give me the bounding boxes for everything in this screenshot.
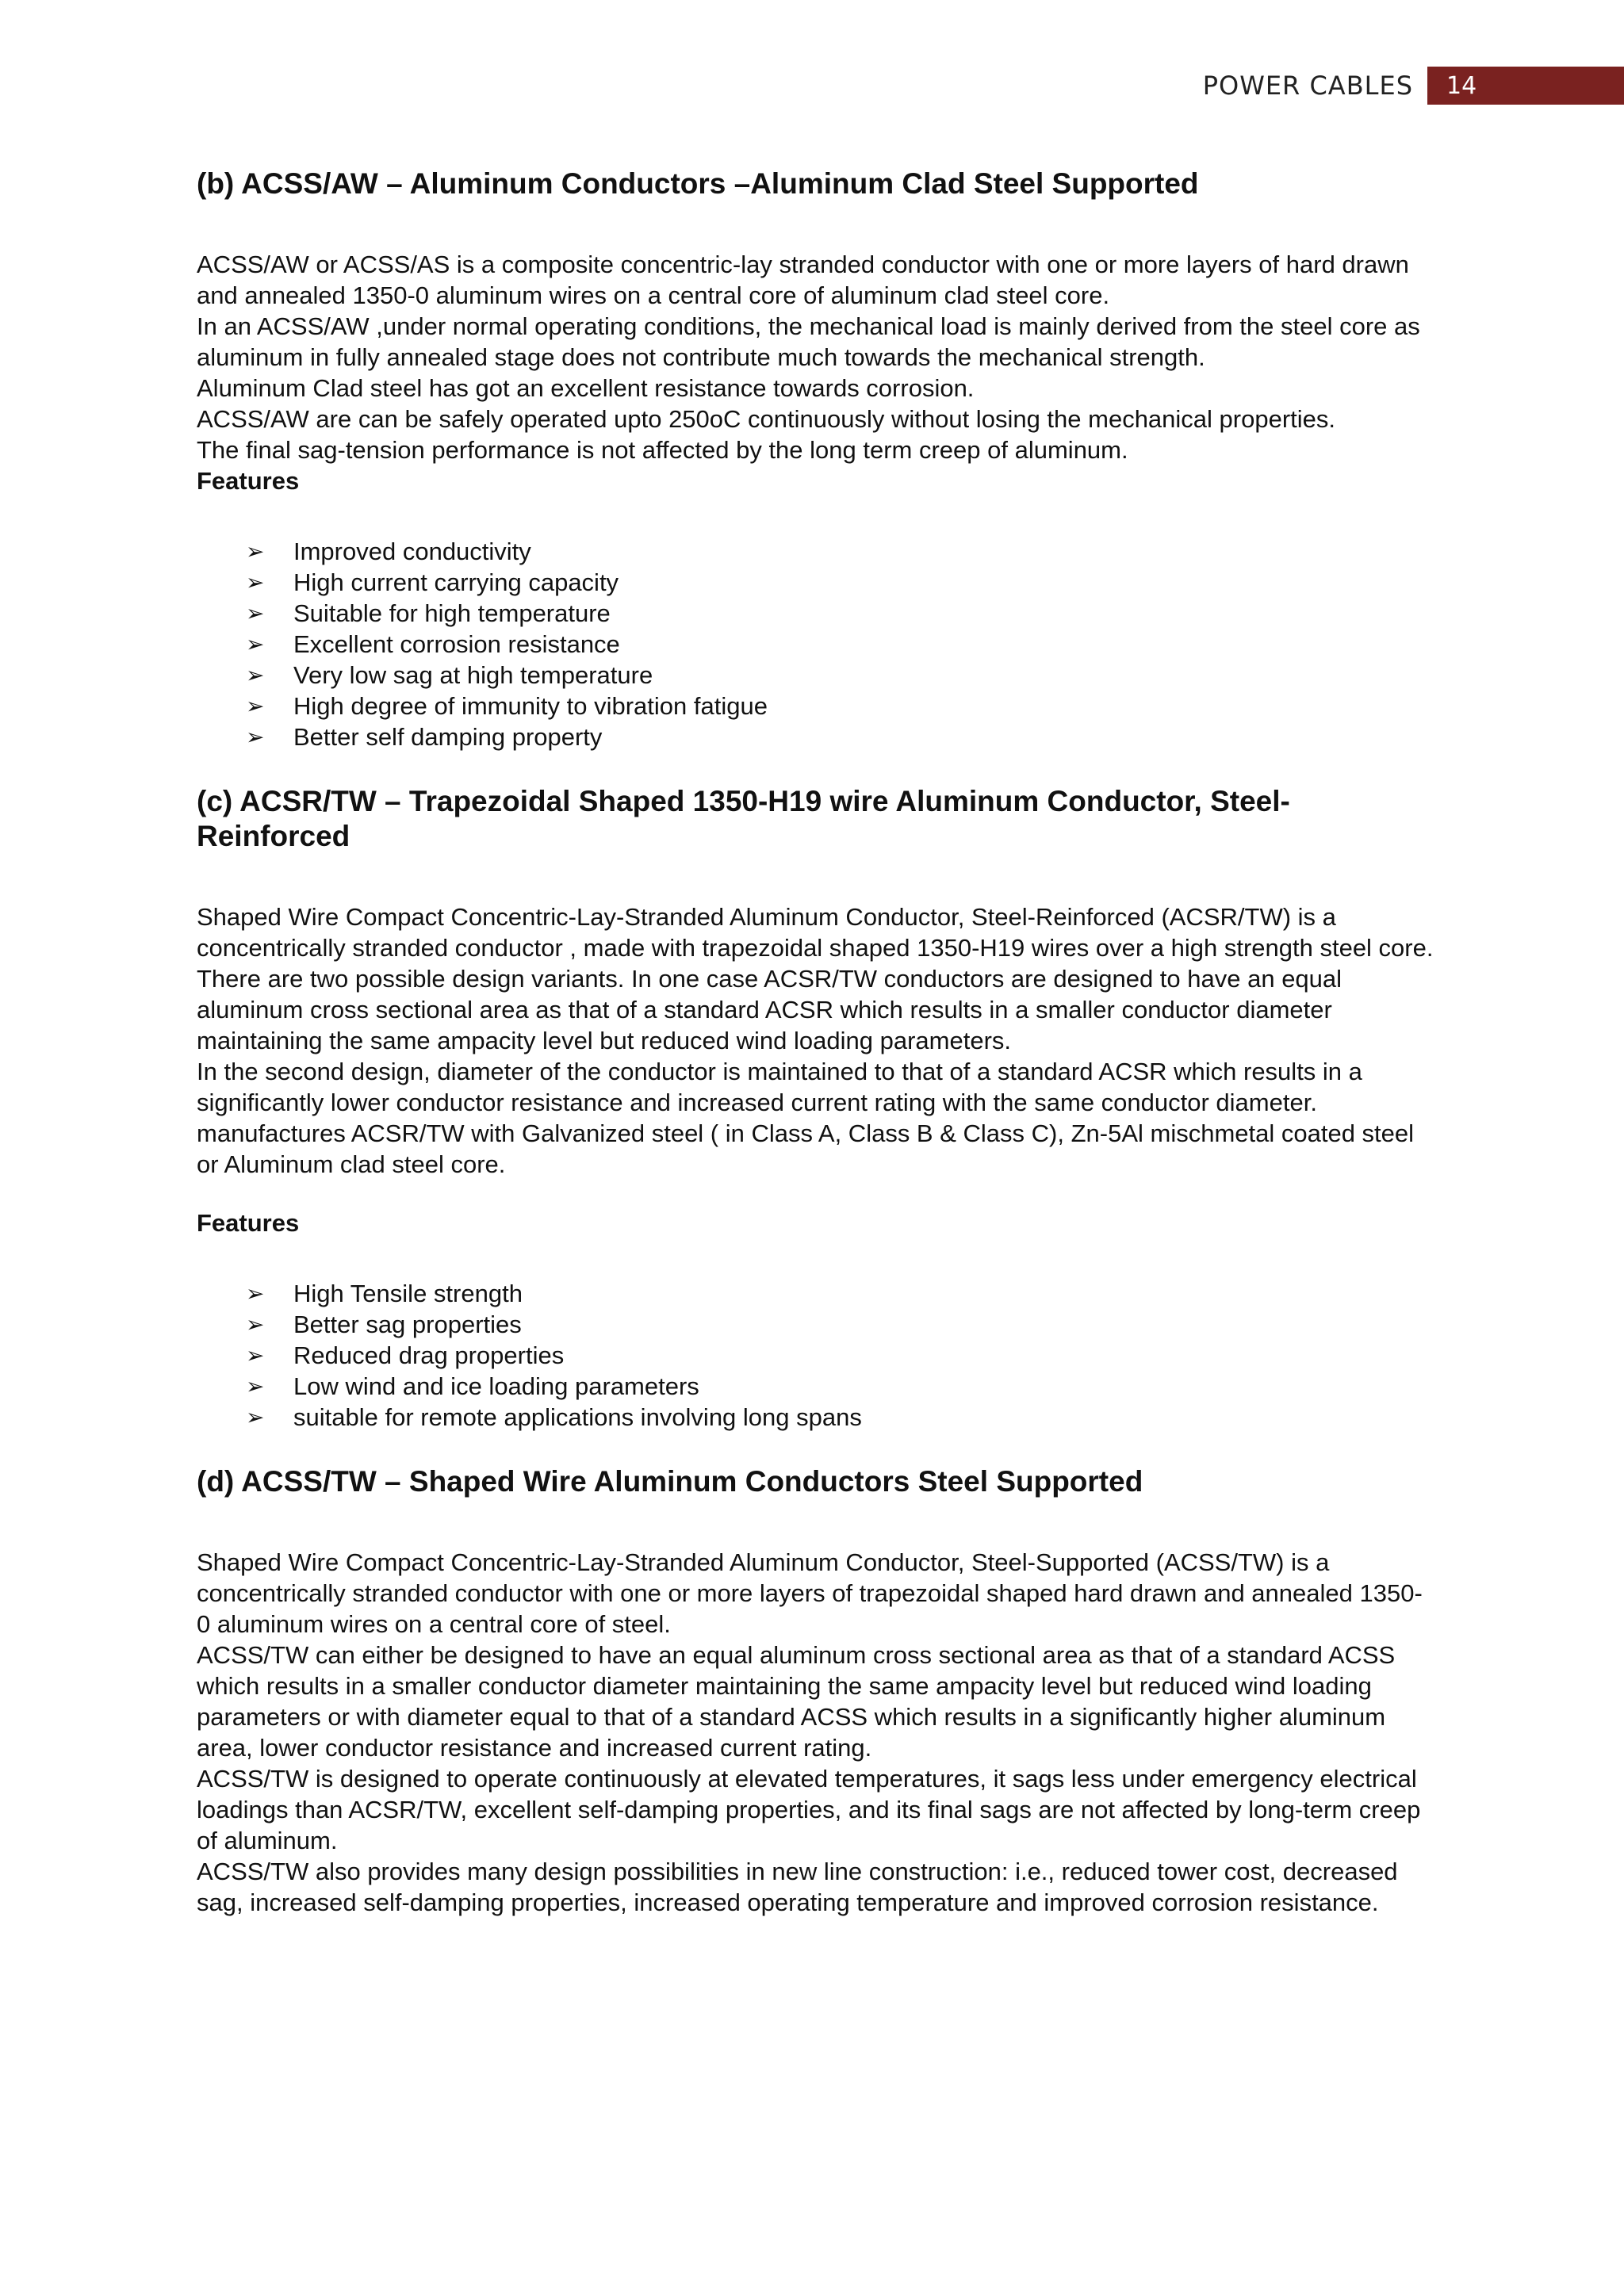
section-b-paragraph: In an ACSS/AW ,under normal operating conditions, the mechanical load is mainly derived from the steel core as aluminum in fully annealed stage does not contribute much towards the mechanical strength. [197,312,1420,371]
arrow-bullet-icon: ➢ [246,724,265,750]
arrow-bullet-icon: ➢ [246,1311,265,1337]
arrow-bullet-icon: ➢ [246,600,265,626]
section-b-paragraph: ACSS/AW are can be safely operated upto 250oC continuously without losing the mechanical properties. [197,405,1336,433]
feature-item: ➢ Low wind and ice loading parameters [246,1372,699,1400]
section-c-paragraph: manufactures ACSR/TW with Galvanized steel ( in Class A, Class B & Class C), Zn-5Al mischmetal coated steel or Aluminum clad steel core. [197,1119,1415,1178]
document-body [197,166,1434,1918]
arrow-bullet-icon: ➢ [246,662,265,688]
section-d-paragraph: ACSS/TW also provides many design possibilities in new line construction: i.e., reduced tower cost, decreased sag, increased self-damping properties, increased operating temperature and improved corrosion resistance. [197,1858,1398,1916]
feature-item: ➢ Very low sag at high temperature [246,661,653,689]
section-b-features-label: Features [197,467,300,495]
section-b-paragraph: ACSS/AW or ACSS/AS is a composite concentric-lay stranded conductor with one or more layers of hard drawn and annealed 1350-0 aluminum wires on a central core of aluminum clad steel core. [197,251,1409,309]
section-b-paragraph: The final sag-tension performance is not affected by the long term creep of aluminum. [197,436,1128,464]
section-b-heading: (b) ACSS/AW – Aluminum Conductors –Aluminum Clad Steel Supported [197,167,1199,200]
page-header [1203,67,1624,105]
arrow-bullet-icon: ➢ [246,1280,265,1307]
section-c-heading: (c) ACSR/TW – Trapezoidal Shaped 1350-H19 wire Aluminum Conductor, Steel-Reinforced [197,785,1290,852]
feature-item: ➢ Excellent corrosion resistance [246,630,620,658]
arrow-bullet-icon: ➢ [246,1342,265,1368]
section-b-paragraph: Aluminum Clad steel has got an excellent resistance towards corrosion. [197,374,975,402]
feature-item: ➢ Suitable for high temperature [246,599,611,627]
section-c-paragraph: There are two possible design variants. In one case ACSR/TW conductors are designed to have an equal aluminum cross sectional area as that of a standard ACSR which results in a smaller conductor diameter maintaining the same ampacity level but reduced wind loading parameters. [197,965,1342,1054]
section-d-paragraph: ACSS/TW can either be designed to have an equal aluminum cross sectional area as that of a standard ACSS which results in a smaller conductor diameter maintaining the same ampacity level but reduced wind loading parameters or with diameter equal to that of a standard ACSS which results in a significantly higher aluminum area, lower conductor resistance and increased current rating. [197,1641,1396,1762]
arrow-bullet-icon: ➢ [246,538,265,564]
header-title: POWER CABLES [1202,71,1413,101]
arrow-bullet-icon: ➢ [246,1373,265,1399]
arrow-bullet-icon: ➢ [246,631,265,657]
section-c-paragraph: In the second design, diameter of the conductor is maintained to that of a standard ACSR which results in a significantly lower conductor resistance and increased current rating with the same conductor diameter. [197,1058,1362,1116]
section-d-paragraph: ACSS/TW is designed to operate continuously at elevated temperatures, it sags less under emergency electrical loadings than ACSR/TW, excellent self-damping properties, and its final sags are not affected by long-term creep of aluminum. [197,1765,1421,1854]
arrow-bullet-icon: ➢ [246,693,265,719]
feature-item: ➢ Improved conductivity [246,538,531,565]
feature-item: ➢ High Tensile strength [246,1280,523,1307]
section-d-heading: (d) ACSS/TW – Shaped Wire Aluminum Conductors Steel Supported [197,1465,1143,1498]
feature-item: ➢ High degree of immunity to vibration fatigue [246,692,768,720]
section-d-paragraph: Shaped Wire Compact Concentric-Lay-Stranded Aluminum Conductor, Steel-Supported (ACSS/TW) is a concentrically stranded conductor with one or more layers of trapezoidal shaped hard drawn and annealed 1350-0 aluminum wires on a central core of steel. [197,1548,1423,1638]
arrow-bullet-icon: ➢ [246,569,265,595]
page-number-badge: 14 [1427,67,1624,105]
section-b-features-list [197,536,1434,752]
arrow-bullet-icon: ➢ [246,1404,265,1430]
feature-item: ➢ High current carrying capacity [246,568,619,596]
feature-item: ➢ suitable for remote applications involving long spans [246,1403,862,1431]
feature-item: ➢ Better self damping property [246,723,603,751]
section-c-paragraph: Shaped Wire Compact Concentric-Lay-Stranded Aluminum Conductor, Steel-Reinforced (ACSR/TW) is a concentrically stranded conductor , made with trapezoidal shaped 1350-H19 wires over a high strength steel core. [197,903,1434,962]
feature-item: ➢ Better sag properties [246,1311,522,1338]
feature-item: ➢ Reduced drag properties [246,1341,565,1369]
section-c-features-list [197,1278,1434,1433]
section-c-features-label: Features [197,1209,300,1237]
